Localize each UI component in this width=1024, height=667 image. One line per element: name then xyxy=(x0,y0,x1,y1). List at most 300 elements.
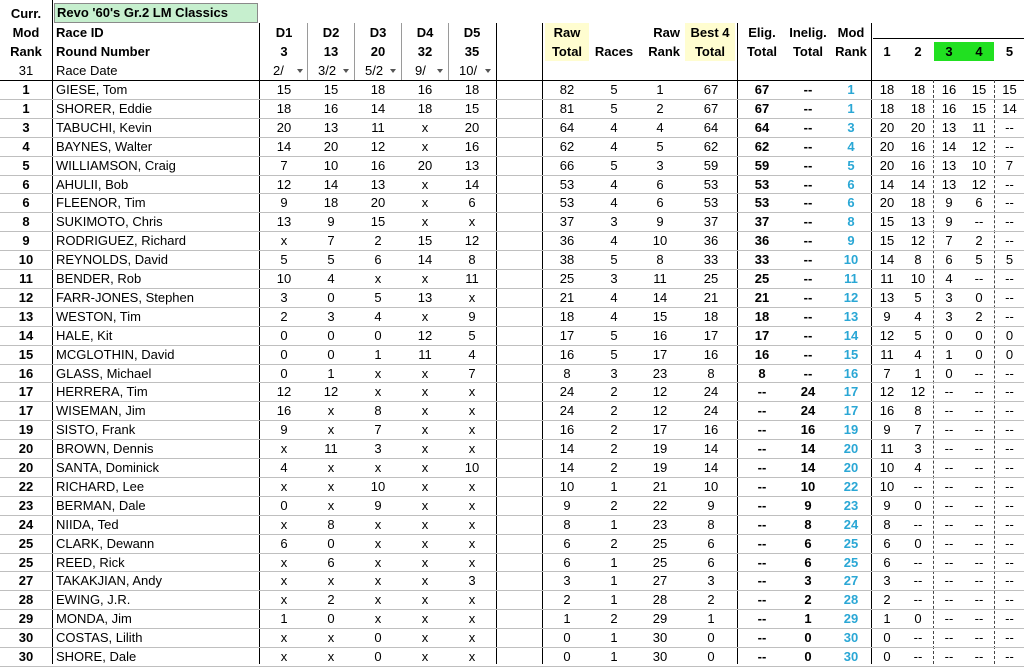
raw-total-cell[interactable]: 53 xyxy=(559,177,575,192)
best4-total-cell[interactable]: 21 xyxy=(703,290,719,305)
inelig-total-cell[interactable]: 6 xyxy=(804,536,812,551)
best-result-cell[interactable]: -- xyxy=(944,573,954,588)
races-count-cell[interactable]: 2 xyxy=(610,460,618,475)
race-points-cell[interactable]: 8 xyxy=(468,252,476,267)
best-result-cell[interactable]: -- xyxy=(974,441,984,456)
elig-total-cell[interactable]: 67 xyxy=(754,82,770,97)
races-count-cell[interactable]: 3 xyxy=(610,366,618,381)
driver-name-cell[interactable]: SUKIMOTO, Chris xyxy=(56,214,163,229)
best-result-cell[interactable]: 14 xyxy=(879,177,895,192)
driver-name-cell[interactable]: WESTON, Tim xyxy=(56,309,141,324)
race-points-cell[interactable]: x xyxy=(327,403,335,418)
best-result-cell[interactable]: -- xyxy=(944,460,954,475)
best-result-cell[interactable]: -- xyxy=(944,422,954,437)
race-points-cell[interactable]: x xyxy=(468,441,476,456)
race-points-cell[interactable]: 5 xyxy=(374,290,382,305)
races-count-cell[interactable]: 4 xyxy=(610,233,618,248)
best-result-cell[interactable]: 5 xyxy=(914,290,922,305)
best4-total-cell[interactable]: 16 xyxy=(703,347,719,362)
best-result-cell[interactable]: -- xyxy=(1005,649,1014,664)
mod-rank-cell-blue[interactable]: 28 xyxy=(843,592,859,607)
best4-total-cell[interactable]: 14 xyxy=(703,460,719,475)
race-points-cell[interactable]: 10 xyxy=(323,158,339,173)
elig-total-cell[interactable]: -- xyxy=(757,384,767,399)
best-result-cell[interactable]: 9 xyxy=(945,195,953,210)
race-points-cell[interactable]: 13 xyxy=(370,177,386,192)
mod-rank-cell-blue[interactable]: 9 xyxy=(847,233,855,248)
race-points-cell[interactable]: x xyxy=(421,403,429,418)
race-points-cell[interactable]: 0 xyxy=(280,366,288,381)
driver-name-cell[interactable]: BENDER, Rob xyxy=(56,271,142,286)
driver-name-cell[interactable]: COSTAS, Lilith xyxy=(56,630,143,645)
race-points-cell[interactable]: 2 xyxy=(327,592,335,607)
mod-rank-cell-blue[interactable]: 11 xyxy=(844,271,858,286)
race-points-cell[interactable]: 2 xyxy=(374,233,382,248)
best-result-cell[interactable]: 0 xyxy=(945,366,953,381)
best-result-cell[interactable]: -- xyxy=(944,536,954,551)
best4-total-cell[interactable]: 59 xyxy=(703,158,719,173)
best-result-cell[interactable]: 20 xyxy=(879,195,895,210)
race-points-cell[interactable]: x xyxy=(468,403,476,418)
races-count-cell[interactable]: 2 xyxy=(610,403,618,418)
best-result-cell[interactable]: 5 xyxy=(975,252,983,267)
raw-total-cell[interactable]: 3 xyxy=(563,573,571,588)
elig-total-cell[interactable]: 33 xyxy=(754,252,770,267)
race-points-cell[interactable]: 0 xyxy=(327,611,335,626)
best4-total-cell[interactable]: 37 xyxy=(703,214,719,229)
best-result-cell[interactable]: 3 xyxy=(945,309,953,324)
raw-rank-cell[interactable]: 15 xyxy=(652,309,668,324)
mod-rank-cell[interactable]: 20 xyxy=(18,460,34,475)
elig-total-cell[interactable]: -- xyxy=(757,611,767,626)
mod-rank-cell-blue[interactable]: 20 xyxy=(843,441,859,456)
best-result-cell[interactable]: -- xyxy=(1005,422,1014,437)
inelig-total-cell[interactable]: -- xyxy=(803,195,813,210)
inelig-total-cell[interactable]: 6 xyxy=(804,555,812,570)
mod-rank-cell[interactable]: 24 xyxy=(18,517,34,532)
best-result-cell[interactable]: 13 xyxy=(879,290,895,305)
best-result-cell[interactable]: -- xyxy=(1005,290,1014,305)
elig-total-cell[interactable]: 25 xyxy=(754,271,770,286)
race-points-cell[interactable]: 14 xyxy=(370,101,386,116)
best-result-cell[interactable]: 5 xyxy=(914,328,922,343)
best4-total-cell[interactable]: 24 xyxy=(703,384,719,399)
mod-rank-cell[interactable]: 20 xyxy=(18,441,34,456)
best-result-cell[interactable]: -- xyxy=(974,649,984,664)
best-result-cell[interactable]: -- xyxy=(974,479,984,494)
race-points-cell[interactable]: 9 xyxy=(280,195,288,210)
best-result-cell[interactable]: 6 xyxy=(883,536,891,551)
race-points-cell[interactable]: 0 xyxy=(327,536,335,551)
best-result-cell[interactable]: -- xyxy=(974,498,984,513)
best-result-cell[interactable]: 18 xyxy=(910,101,926,116)
driver-name-cell[interactable]: BROWN, Dennis xyxy=(56,441,154,456)
elig-total-cell[interactable]: 67 xyxy=(754,101,770,116)
raw-rank-cell[interactable]: 23 xyxy=(652,366,668,381)
raw-total-cell[interactable]: 0 xyxy=(563,630,571,645)
best-result-cell[interactable]: -- xyxy=(913,649,923,664)
races-count-cell[interactable]: 2 xyxy=(610,536,618,551)
races-count-cell[interactable]: 1 xyxy=(610,630,618,645)
mod-rank-cell-blue[interactable]: 30 xyxy=(843,649,859,664)
best-result-cell[interactable]: -- xyxy=(1005,460,1014,475)
races-count-cell[interactable]: 1 xyxy=(610,649,618,664)
driver-name-cell[interactable]: BERMAN, Dale xyxy=(56,498,146,513)
race-points-cell[interactable]: 18 xyxy=(464,82,480,97)
driver-name-cell[interactable]: TABUCHI, Kevin xyxy=(56,120,152,135)
best-result-cell[interactable]: -- xyxy=(1005,214,1014,229)
best-result-cell[interactable]: 15 xyxy=(879,233,895,248)
race-points-cell[interactable]: x xyxy=(468,214,476,229)
raw-rank-cell[interactable]: 11 xyxy=(653,271,667,286)
driver-name-cell[interactable]: FARR-JONES, Stephen xyxy=(56,290,194,305)
best-result-cell[interactable]: 16 xyxy=(941,82,957,97)
inelig-total-cell[interactable]: 14 xyxy=(800,460,816,475)
elig-total-cell[interactable]: -- xyxy=(757,403,767,418)
races-count-cell[interactable]: 3 xyxy=(610,271,618,286)
race-points-cell[interactable]: 6 xyxy=(327,555,335,570)
race-points-cell[interactable]: 1 xyxy=(280,611,288,626)
best-result-cell[interactable]: 13 xyxy=(910,214,926,229)
race-points-cell[interactable]: x xyxy=(374,573,382,588)
best-result-cell[interactable]: -- xyxy=(944,592,954,607)
raw-rank-cell[interactable]: 23 xyxy=(652,517,668,532)
inelig-total-cell[interactable]: 16 xyxy=(800,422,816,437)
inelig-total-cell[interactable]: 3 xyxy=(804,573,812,588)
best-result-cell[interactable]: -- xyxy=(944,517,954,532)
race-points-cell[interactable]: 3 xyxy=(468,573,476,588)
race-points-cell[interactable]: 7 xyxy=(468,366,476,381)
best4-total-cell[interactable]: 14 xyxy=(703,441,719,456)
best-result-cell[interactable]: 11 xyxy=(880,441,894,456)
race-points-cell[interactable]: x xyxy=(374,460,382,475)
best4-total-cell[interactable]: 64 xyxy=(703,120,719,135)
race-points-cell[interactable]: 16 xyxy=(276,403,292,418)
race-points-cell[interactable]: x xyxy=(280,592,288,607)
raw-rank-cell[interactable]: 29 xyxy=(652,611,668,626)
race-points-cell[interactable]: 3 xyxy=(280,290,288,305)
best-result-cell[interactable]: -- xyxy=(1005,479,1014,494)
race-points-cell[interactable]: 9 xyxy=(327,214,335,229)
raw-total-cell[interactable]: 10 xyxy=(559,479,575,494)
best-result-cell[interactable]: -- xyxy=(974,366,984,381)
inelig-total-cell[interactable]: 8 xyxy=(804,517,812,532)
best-result-cell[interactable]: -- xyxy=(944,611,954,626)
best4-total-cell[interactable]: 0 xyxy=(707,630,715,645)
mod-rank-cell-blue[interactable]: 27 xyxy=(843,573,859,588)
mod-rank-cell-blue[interactable]: 24 xyxy=(843,517,859,532)
race-points-cell[interactable]: x xyxy=(421,498,429,513)
elig-total-cell[interactable]: 53 xyxy=(754,177,770,192)
mod-rank-cell[interactable]: 1 xyxy=(22,82,30,97)
best-result-cell[interactable]: 7 xyxy=(914,422,922,437)
race-points-cell[interactable]: 0 xyxy=(374,630,382,645)
best4-total-cell[interactable]: 3 xyxy=(707,573,715,588)
best-result-cell[interactable]: 16 xyxy=(910,158,926,173)
raw-rank-cell[interactable]: 17 xyxy=(652,347,668,362)
race-points-cell[interactable]: x xyxy=(374,555,382,570)
best-result-cell[interactable]: 4 xyxy=(914,309,922,324)
elig-total-cell[interactable]: -- xyxy=(757,555,767,570)
mod-rank-cell[interactable]: 25 xyxy=(18,536,34,551)
best-result-cell[interactable]: -- xyxy=(974,422,984,437)
best-result-cell[interactable]: -- xyxy=(913,517,923,532)
best-result-cell[interactable]: 3 xyxy=(945,290,953,305)
raw-rank-cell[interactable]: 10 xyxy=(652,233,668,248)
best-result-cell[interactable]: 10 xyxy=(879,460,895,475)
race-points-cell[interactable]: 0 xyxy=(327,347,335,362)
elig-total-cell[interactable]: -- xyxy=(757,536,767,551)
best-result-cell[interactable]: 3 xyxy=(914,441,922,456)
best-result-cell[interactable]: 9 xyxy=(945,214,953,229)
best4-total-cell[interactable]: 2 xyxy=(707,592,715,607)
best-result-cell[interactable]: 8 xyxy=(914,403,922,418)
best-result-cell[interactable]: 0 xyxy=(914,611,922,626)
dropdown-filter-icon[interactable] xyxy=(342,64,350,77)
best-result-cell[interactable]: 1 xyxy=(883,611,891,626)
mod-rank-cell-blue[interactable]: 13 xyxy=(843,309,859,324)
mod-rank-cell[interactable]: 15 xyxy=(18,347,34,362)
elig-total-cell[interactable]: -- xyxy=(757,630,767,645)
inelig-total-cell[interactable]: -- xyxy=(803,158,813,173)
best-result-cell[interactable]: 6 xyxy=(975,195,983,210)
race-points-cell[interactable]: x xyxy=(468,592,476,607)
best4-total-cell[interactable]: 9 xyxy=(707,498,715,513)
best-result-cell[interactable]: 7 xyxy=(883,366,891,381)
races-count-cell[interactable]: 1 xyxy=(610,592,618,607)
raw-total-cell[interactable]: 6 xyxy=(563,555,571,570)
races-count-cell[interactable]: 5 xyxy=(610,328,618,343)
inelig-total-cell[interactable]: -- xyxy=(803,139,813,154)
mod-rank-cell[interactable]: 6 xyxy=(22,195,30,210)
race-points-cell[interactable]: 5 xyxy=(327,252,335,267)
mod-rank-cell-blue[interactable]: 16 xyxy=(843,366,859,381)
best4-total-cell[interactable]: 62 xyxy=(703,139,719,154)
race-points-cell[interactable]: 16 xyxy=(323,101,339,116)
race-points-cell[interactable]: x xyxy=(374,271,382,286)
best-result-cell[interactable]: 10 xyxy=(879,479,895,494)
raw-total-cell[interactable]: 17 xyxy=(559,328,575,343)
race-points-cell[interactable]: 14 xyxy=(464,177,480,192)
best-result-cell[interactable]: 13 xyxy=(941,158,957,173)
raw-total-cell[interactable]: 8 xyxy=(563,517,571,532)
race-points-cell[interactable]: 4 xyxy=(374,309,382,324)
mod-rank-cell[interactable]: 9 xyxy=(22,233,30,248)
best-result-cell[interactable]: 3 xyxy=(883,573,891,588)
best-result-cell[interactable]: -- xyxy=(974,384,984,399)
race-points-cell[interactable]: 16 xyxy=(370,158,386,173)
race-points-cell[interactable]: x xyxy=(327,573,335,588)
raw-total-cell[interactable]: 24 xyxy=(559,384,575,399)
best-result-cell[interactable]: 15 xyxy=(971,82,987,97)
race-points-cell[interactable]: 0 xyxy=(374,649,382,664)
races-count-cell[interactable]: 2 xyxy=(610,441,618,456)
best-result-cell[interactable]: -- xyxy=(974,460,984,475)
race-points-cell[interactable]: x xyxy=(468,536,476,551)
elig-total-cell[interactable]: 37 xyxy=(754,214,770,229)
mod-rank-cell[interactable]: 11 xyxy=(19,271,33,286)
best-result-cell[interactable]: 16 xyxy=(879,403,895,418)
best4-total-cell[interactable]: 0 xyxy=(707,649,715,664)
best-result-cell[interactable]: -- xyxy=(1005,555,1014,570)
best-result-cell[interactable]: -- xyxy=(944,384,954,399)
mod-rank-cell[interactable]: 23 xyxy=(18,498,34,513)
best-result-cell[interactable]: 14 xyxy=(879,252,895,267)
inelig-total-cell[interactable]: 24 xyxy=(800,403,816,418)
races-count-cell[interactable]: 4 xyxy=(610,309,618,324)
inelig-total-cell[interactable]: -- xyxy=(803,347,813,362)
race-points-cell[interactable]: 1 xyxy=(327,366,335,381)
race-points-cell[interactable]: 11 xyxy=(465,271,479,286)
race-points-cell[interactable]: 3 xyxy=(327,309,335,324)
raw-rank-cell[interactable]: 25 xyxy=(652,536,668,551)
race-points-cell[interactable]: 13 xyxy=(276,214,292,229)
raw-total-cell[interactable]: 24 xyxy=(559,403,575,418)
inelig-total-cell[interactable]: -- xyxy=(803,290,813,305)
race-points-cell[interactable]: x xyxy=(374,611,382,626)
race-points-cell[interactable]: x xyxy=(421,139,429,154)
inelig-total-cell[interactable]: -- xyxy=(803,233,813,248)
best-result-cell[interactable]: 18 xyxy=(879,101,895,116)
raw-rank-cell[interactable]: 3 xyxy=(656,158,664,173)
race-points-cell[interactable]: 18 xyxy=(417,101,433,116)
race-points-cell[interactable]: 7 xyxy=(374,422,382,437)
best-result-cell[interactable]: -- xyxy=(1005,611,1014,626)
best-result-cell[interactable]: -- xyxy=(913,555,923,570)
best-result-cell[interactable]: 13 xyxy=(941,120,957,135)
raw-total-cell[interactable]: 36 xyxy=(559,233,575,248)
elig-total-cell[interactable]: 16 xyxy=(754,347,770,362)
race-points-cell[interactable]: 8 xyxy=(374,403,382,418)
raw-rank-cell[interactable]: 8 xyxy=(656,252,664,267)
best-result-cell[interactable]: 12 xyxy=(879,384,895,399)
best4-total-cell[interactable]: 10 xyxy=(703,479,719,494)
mod-rank-cell[interactable]: 29 xyxy=(18,611,34,626)
mod-rank-cell-blue[interactable]: 17 xyxy=(843,403,859,418)
best-result-cell[interactable]: -- xyxy=(944,498,954,513)
inelig-total-cell[interactable]: -- xyxy=(803,309,813,324)
race-points-cell[interactable]: 15 xyxy=(464,101,480,116)
raw-rank-cell[interactable]: 9 xyxy=(656,214,664,229)
best-result-cell[interactable]: 12 xyxy=(971,139,987,154)
raw-rank-cell[interactable]: 30 xyxy=(652,630,668,645)
race-points-cell[interactable]: x xyxy=(280,573,288,588)
best-result-cell[interactable]: 1 xyxy=(945,347,953,362)
best4-total-cell[interactable]: 8 xyxy=(707,366,715,381)
race-points-cell[interactable]: x xyxy=(468,422,476,437)
best-result-cell[interactable]: 16 xyxy=(941,101,957,116)
best4-total-cell[interactable]: 1 xyxy=(707,611,715,626)
race-points-cell[interactable]: 20 xyxy=(464,120,480,135)
mod-rank-cell[interactable]: 30 xyxy=(18,630,34,645)
mod-rank-cell[interactable]: 27 xyxy=(18,573,34,588)
elig-total-cell[interactable]: -- xyxy=(757,422,767,437)
race-points-cell[interactable]: 16 xyxy=(464,139,480,154)
raw-rank-cell[interactable]: 6 xyxy=(656,195,664,210)
race-points-cell[interactable]: x xyxy=(374,366,382,381)
elig-total-cell[interactable]: -- xyxy=(757,460,767,475)
inelig-total-cell[interactable]: 0 xyxy=(804,630,812,645)
raw-total-cell[interactable]: 25 xyxy=(559,271,575,286)
best-result-cell[interactable]: 15 xyxy=(1002,82,1017,97)
best-result-cell[interactable]: -- xyxy=(944,649,954,664)
race-points-cell[interactable]: x xyxy=(374,536,382,551)
mod-rank-cell-blue[interactable]: 6 xyxy=(847,195,855,210)
race-points-cell[interactable]: 6 xyxy=(468,195,476,210)
race-points-cell[interactable]: x xyxy=(421,309,429,324)
best-result-cell[interactable]: 11 xyxy=(880,271,894,286)
races-count-cell[interactable]: 1 xyxy=(610,573,618,588)
race-points-cell[interactable]: 10 xyxy=(276,271,292,286)
best4-total-cell[interactable]: 53 xyxy=(703,177,719,192)
best-result-cell[interactable]: 12 xyxy=(879,328,895,343)
elig-total-cell[interactable]: 36 xyxy=(754,233,770,248)
mod-rank-cell-blue[interactable]: 10 xyxy=(843,252,859,267)
best-result-cell[interactable]: 0 xyxy=(975,328,983,343)
dropdown-filter-icon[interactable] xyxy=(436,64,444,77)
mod-rank-cell[interactable]: 17 xyxy=(18,403,34,418)
raw-total-cell[interactable]: 16 xyxy=(559,347,575,362)
race-points-cell[interactable]: 2 xyxy=(280,309,288,324)
race-points-cell[interactable]: 0 xyxy=(280,328,288,343)
raw-total-cell[interactable]: 14 xyxy=(559,460,575,475)
race-points-cell[interactable]: 12 xyxy=(464,233,480,248)
race-points-cell[interactable]: x xyxy=(468,649,476,664)
best-result-cell[interactable]: 2 xyxy=(975,233,983,248)
raw-rank-cell[interactable]: 19 xyxy=(652,460,668,475)
race-points-cell[interactable]: 15 xyxy=(323,82,339,97)
race-points-cell[interactable]: x xyxy=(468,517,476,532)
race-points-cell[interactable]: x xyxy=(280,233,288,248)
race-points-cell[interactable]: 12 xyxy=(370,139,386,154)
race-points-cell[interactable]: x xyxy=(421,384,429,399)
mod-rank-cell-blue[interactable]: 29 xyxy=(843,611,859,626)
mod-rank-cell-blue[interactable]: 5 xyxy=(847,158,855,173)
races-count-cell[interactable]: 1 xyxy=(610,479,618,494)
best-result-cell[interactable]: 5 xyxy=(1005,252,1014,267)
driver-name-cell[interactable]: SHORER, Eddie xyxy=(56,101,153,116)
mod-rank-cell-blue[interactable]: 4 xyxy=(847,139,855,154)
raw-total-cell[interactable]: 37 xyxy=(559,214,575,229)
raw-total-cell[interactable]: 82 xyxy=(559,82,575,97)
driver-name-cell[interactable]: NIIDA, Ted xyxy=(56,517,119,532)
best-result-cell[interactable]: -- xyxy=(1005,536,1014,551)
raw-total-cell[interactable]: 6 xyxy=(563,536,571,551)
best-result-cell[interactable]: -- xyxy=(974,214,984,229)
race-points-cell[interactable]: 20 xyxy=(417,158,433,173)
race-points-cell[interactable]: 18 xyxy=(276,101,292,116)
driver-name-cell[interactable]: REYNOLDS, David xyxy=(56,252,168,267)
raw-rank-cell[interactable]: 19 xyxy=(652,441,668,456)
best-result-cell[interactable]: -- xyxy=(974,592,984,607)
race-points-cell[interactable]: 15 xyxy=(417,233,433,248)
best-result-cell[interactable]: 9 xyxy=(883,498,891,513)
mod-rank-cell[interactable]: 1 xyxy=(22,101,30,116)
best-result-cell[interactable]: -- xyxy=(913,479,923,494)
inelig-total-cell[interactable]: -- xyxy=(803,101,813,116)
races-count-cell[interactable]: 3 xyxy=(610,214,618,229)
race-points-cell[interactable]: 10 xyxy=(464,460,480,475)
mod-rank-cell-blue[interactable]: 8 xyxy=(847,214,855,229)
race-points-cell[interactable]: 6 xyxy=(374,252,382,267)
best-result-cell[interactable]: 12 xyxy=(971,177,987,192)
driver-name-cell[interactable]: GIESE, Tom xyxy=(56,82,128,97)
best-result-cell[interactable]: -- xyxy=(944,630,954,645)
mod-rank-cell-blue[interactable]: 1 xyxy=(847,101,855,116)
best-result-cell[interactable]: 0 xyxy=(1005,347,1014,362)
race-points-cell[interactable]: x xyxy=(280,441,288,456)
race-points-cell[interactable]: 20 xyxy=(276,120,292,135)
